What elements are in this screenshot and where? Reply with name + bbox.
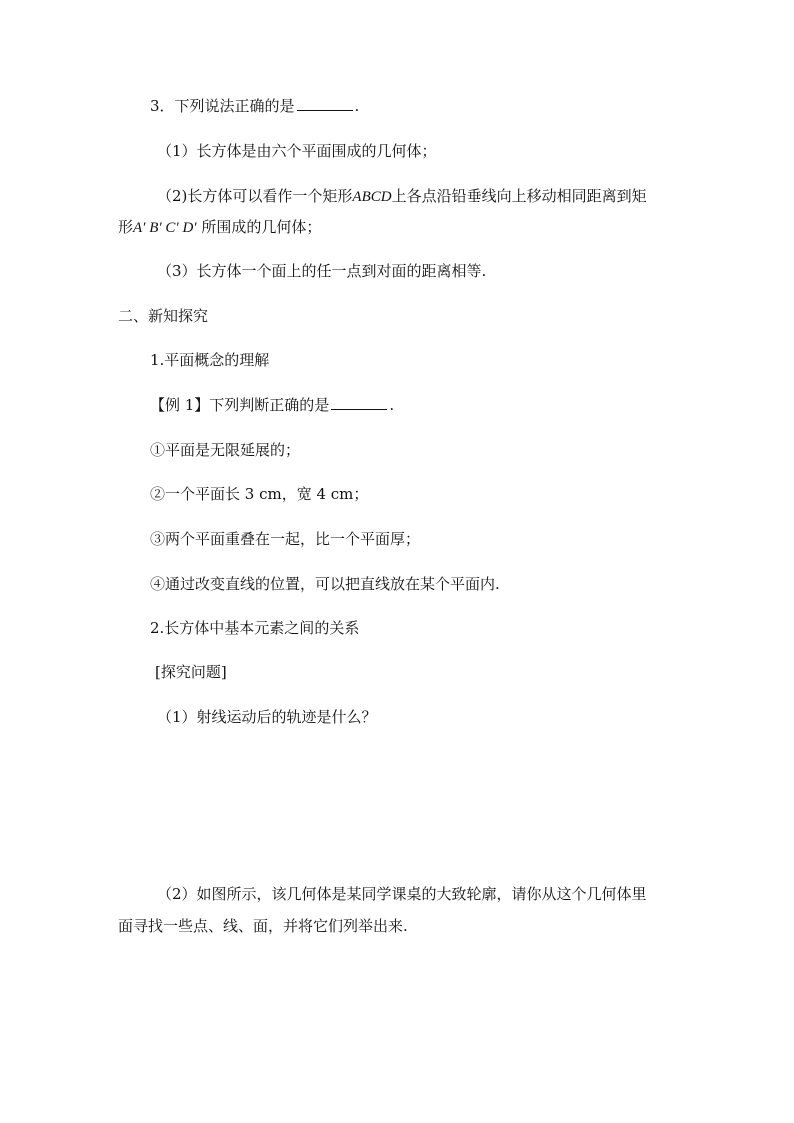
subsection-1-heading: 1.平面概念的理解: [150, 351, 270, 369]
question-3-option-2-continued: [118, 217, 321, 238]
example-item-3: ③两个平面重叠在一起，比一个平面厚；: [150, 530, 421, 548]
question-3: [150, 96, 359, 116]
example-item-4: ④通过改变直线的位置，可以把直线放在某个平面内.: [150, 575, 500, 593]
example-1: [150, 395, 394, 415]
explore-heading: [探究问题]: [155, 663, 227, 681]
explore-question-1: （1）射线运动后的轨迹是什么？: [157, 708, 377, 726]
rectangle-name: ABCD: [352, 189, 392, 205]
example-item-2: ②一个平面长 3 cm，宽 4 cm；: [150, 485, 369, 503]
rectangle-prime-name: A′ B′ C′ D′: [133, 220, 197, 236]
subsection-2-heading: 2.长方体中基本元素之间的关系: [150, 619, 360, 637]
question-3-period: .: [354, 97, 360, 115]
option-2-text: （2)长方体可以看作一个矩形: [157, 187, 353, 205]
section-2-heading: 二、新知探究: [118, 307, 209, 325]
question-3-option-3: （3）长方体一个面上的任一点到对面的距离相等.: [157, 262, 487, 280]
question-3-text: 3．下列说法正确的是: [150, 97, 295, 115]
question-3-option-2: [157, 186, 647, 207]
example-1-period: .: [389, 396, 395, 414]
explore-question-2: （2）如图所示，该几何体是某同学课桌的大致轮廓，请你从这个几何体里: [157, 885, 647, 903]
option-2-cont-text: 形: [118, 218, 134, 236]
answer-blank: [297, 96, 353, 111]
question-3-option-1: （1）长方体是由六个平面围成的几何体；: [157, 142, 437, 160]
example-item-1: ①平面是无限延展的；: [150, 441, 301, 459]
explore-question-2-continued: 面寻找一些点、线、面，并将它们列举出来.: [118, 917, 408, 935]
example-1-text: 【例 1】下列判断正确的是: [150, 396, 330, 414]
option-2-text-end: 上各点沿铅垂线向上移动相同距离到矩: [391, 187, 647, 205]
answer-blank: [331, 395, 387, 410]
option-2-cont-end: 所围成的几何体；: [196, 218, 322, 236]
